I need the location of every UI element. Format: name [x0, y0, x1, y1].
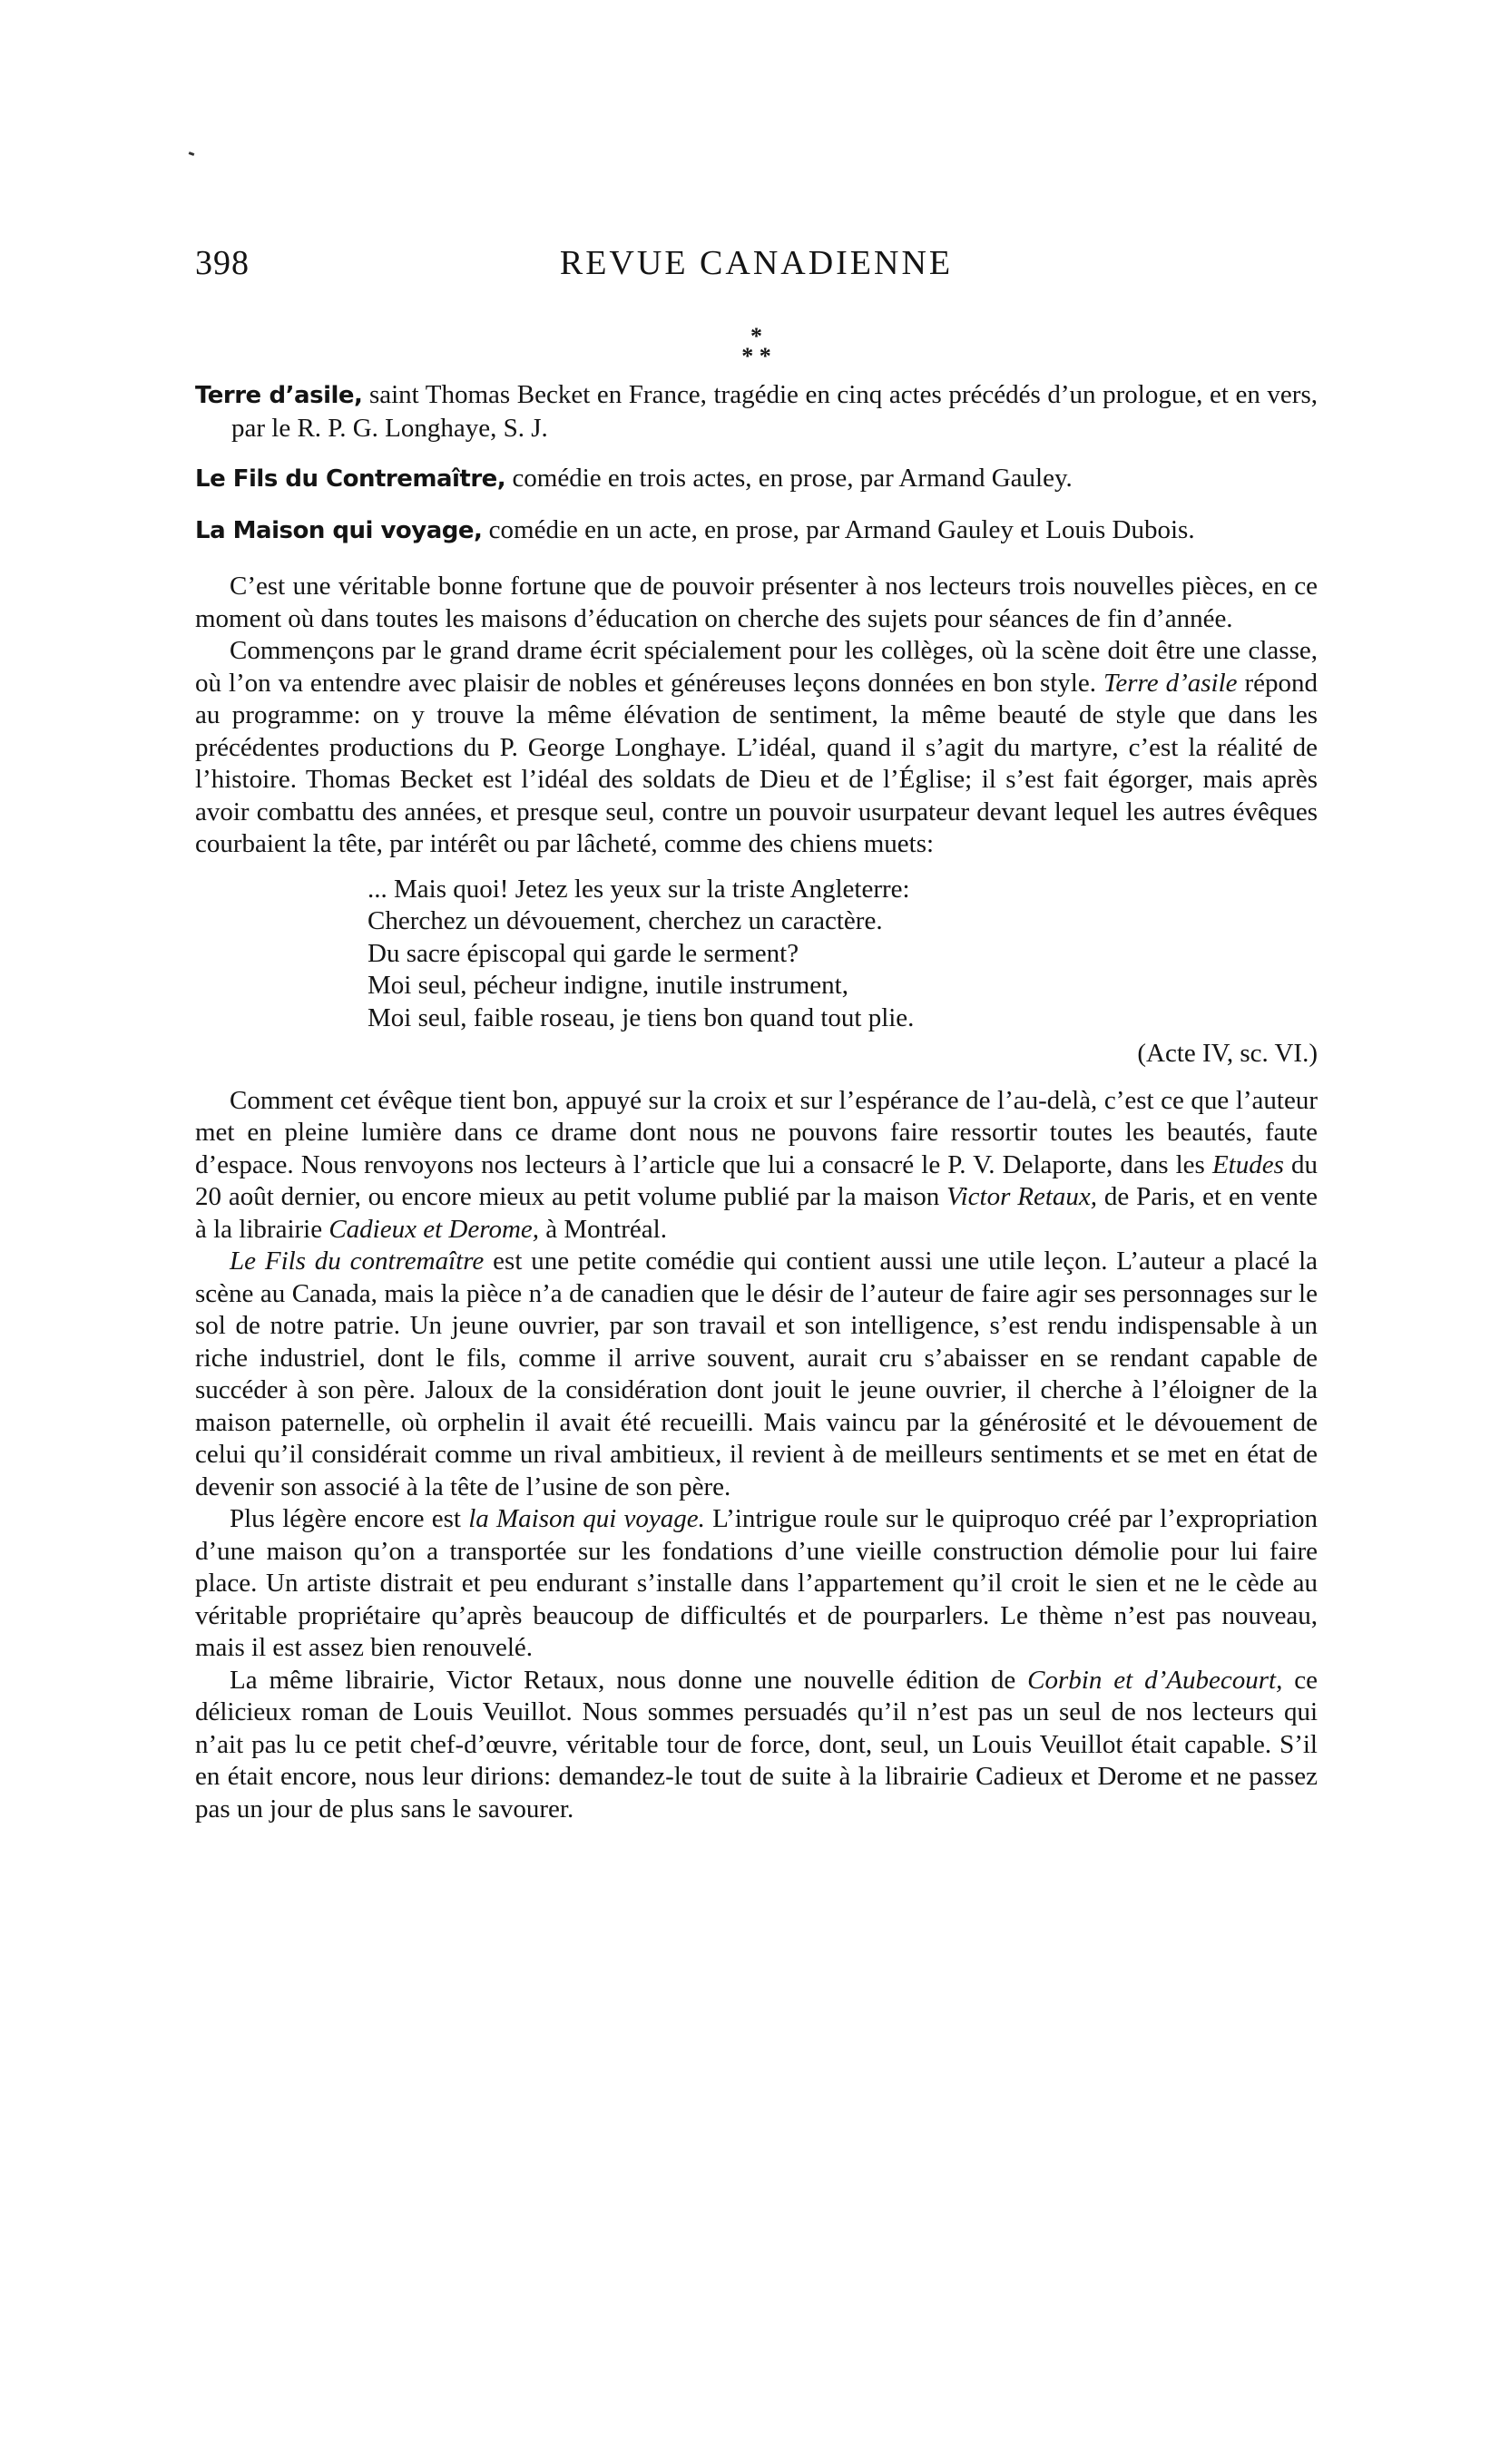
notice-title: Le Fils du Contremaître, [195, 465, 506, 493]
notice-fils-du-contremaitre [195, 463, 1318, 496]
running-head [195, 243, 1318, 288]
text-run: ce délicieux roman de Louis Veuillot. Nous sommes persuadés qu’il n’est pas un seul de nos lecteurs qui n’ait pas lu ce petit chef-d’œuvre, véritable tour de force, dont, seul, un Louis Veuillot était capable. S’il en était encore, nous leur dirions: demandez-le tout de suite à la librairie Cadieux et Derome et ne passez pas un jour de plus sans le savourer. [195, 1665, 1318, 1824]
verse-line: Moi seul, faible roseau, je tiens bon quand tout plie. [368, 1002, 915, 1032]
text-run: à Montréal. [539, 1214, 667, 1244]
verse-line: Cherchez un dévouement, cherchez un caractère. [368, 906, 883, 935]
article-body [195, 379, 1318, 1825]
italic-title: Cadieux et Derome, [328, 1214, 540, 1244]
italic-title: la Maison qui voyage. [468, 1504, 705, 1533]
text-run: Comment cet évêque tient bon, appuyé sur la croix et sur l’espérance de l’au-delà, c’est ce que l’auteur met en pleine lumière dans ce drame dont nous ne pouvons faire ressortir toutes les beautés, faute d’espace. Nous renvoyons nos lecteurs à l’article que lui a consacré le P. V. Delaporte, dans les [195, 1085, 1318, 1179]
notice-text: saint Thomas Becket en France, tragédie en cinq actes précédés d’un prologue, et en vers, par le R. P. G. Longhaye, S. J. [231, 380, 1318, 443]
notice-text: comédie en un acte, en prose, par Armand Gauley et Louis Dubois. [482, 514, 1195, 544]
notice-terre-dasile [195, 379, 1318, 445]
asterism-top: * [750, 323, 762, 349]
verse-line: Moi seul, pécheur indigne, inutile instrument, [368, 971, 848, 1000]
verse-line: ... Mais quoi! Jetez les yeux sur la triste Angleterre: [368, 874, 910, 904]
italic-title: Le Fils du contremaître [230, 1247, 485, 1276]
asterism-separator [195, 323, 1318, 369]
text-run: de Paris, et en vente à la librairie [195, 1182, 1318, 1244]
asterism-bottom: * * [741, 343, 771, 369]
italic-title: Terre d’asile [1103, 668, 1238, 698]
verse-quotation [195, 874, 1318, 1035]
text-run: du 20 août dernier, ou encore mieux au petit volume publié par la maison [195, 1149, 1318, 1211]
notice-maison-qui-voyage [195, 514, 1318, 548]
text-run: est une petite comédie qui contient aussi une utile leçon. L’auteur a placé la scène au Canada, mais la pièce n’a de canadien que le désir de l’auteur de faire agir ses personnages sur le sol de notre patrie. Un jeune ouvrier, par son travail et son intelligence, s’est rendu indispensable à un riche industriel, dont le fils, comme il arrive souvent, aurait cru s’abaisser en se rendant capable de succéder à son père. Jaloux de la considération dont jouit le jeune ouvrier, il cherche à l’éloigner de la maison paternelle, où orphelin il avait été recueilli. Mais vaincu par la générosité et le dévouement de celui qu’il considérait comme un rival ambitieux, il revient à de meilleurs sentiments et se met en état de devenir son associé à la tête de l’usine de son père. [195, 1247, 1318, 1501]
italic-title: Corbin et d’Aubecourt, [1027, 1665, 1283, 1695]
italic-title: Etudes [1211, 1149, 1284, 1179]
journal-title: REVUE CANADIENNE [559, 244, 954, 282]
paragraph-corbin-et-daubecourt [195, 1665, 1318, 1826]
text-run: répond au programme: on y trouve la même élévation de sentiment, la même beauté de style que dans les précédentes productions du P. George Longhaye. L’idéal, quand il s’agit du martyre, c’est la réalité de l’histoire. Thomas Becket est l’idéal des soldats de Dieu et de l’Église; il s’est fait égorger, mais après avoir combattu des années, et presque seul, contre un pouvoir usurpateur devant lequel les autres évêques courbaient la tête, par intérêt ou par lâcheté, comme des chiens muets: [195, 668, 1318, 858]
paragraph-fils-du-contremaitre [195, 1246, 1318, 1503]
notice-title: La Maison qui voyage, [195, 516, 483, 544]
text-run: Plus légère encore est [230, 1504, 469, 1533]
paragraph-commentary [195, 1085, 1318, 1247]
verse-line: Du sacre épiscopal qui garde le serment? [368, 938, 799, 968]
page-number: 398 [195, 244, 250, 282]
stray-ink-mark [189, 152, 195, 156]
text-run: Commençons par le grand drame écrit spécialement pour les collèges, où la scène doit être une classe, où l’on va entendre avec plaisir de nobles et généreuses leçons données en bon style. [195, 636, 1318, 698]
text-run: L’intrigue roule sur le quiproquo créé par l’expropriation d’une maison qu’on a transportée sur les fondations d’une vieille construction démolie pour lui faire place. Un artiste distrait et peu endurant s’installe dans l’appartement qu’il croit le sien et ne le cède au véritable propriétaire qu’après beaucoup de difficultés et de pourparlers. Le thème n’est pas nouveau, mais il est assez bien renouvelé. [195, 1504, 1318, 1662]
notice-text: comédie en trois actes, en prose, par Armand Gauley. [505, 464, 1073, 493]
notice-title: Terre d’asile, [195, 382, 363, 409]
verse-reference: (Acte IV, sc. VI.) [1137, 1039, 1318, 1068]
paragraph-maison-qui-voyage [195, 1503, 1318, 1665]
italic-title: Victor Retaux, [946, 1182, 1098, 1211]
text-run: La même librairie, Victor Retaux, nous donne une nouvelle édition de [230, 1665, 1028, 1695]
paragraph-terre-dasile [195, 635, 1318, 861]
paragraph-intro: C’est une véritable bonne fortune que de pouvoir présenter à nos lecteurs trois nouvelles pièces, en ce moment où dans toutes les maisons d’éducation on cherche des sujets pour séances de fin d’année. [195, 572, 1318, 633]
